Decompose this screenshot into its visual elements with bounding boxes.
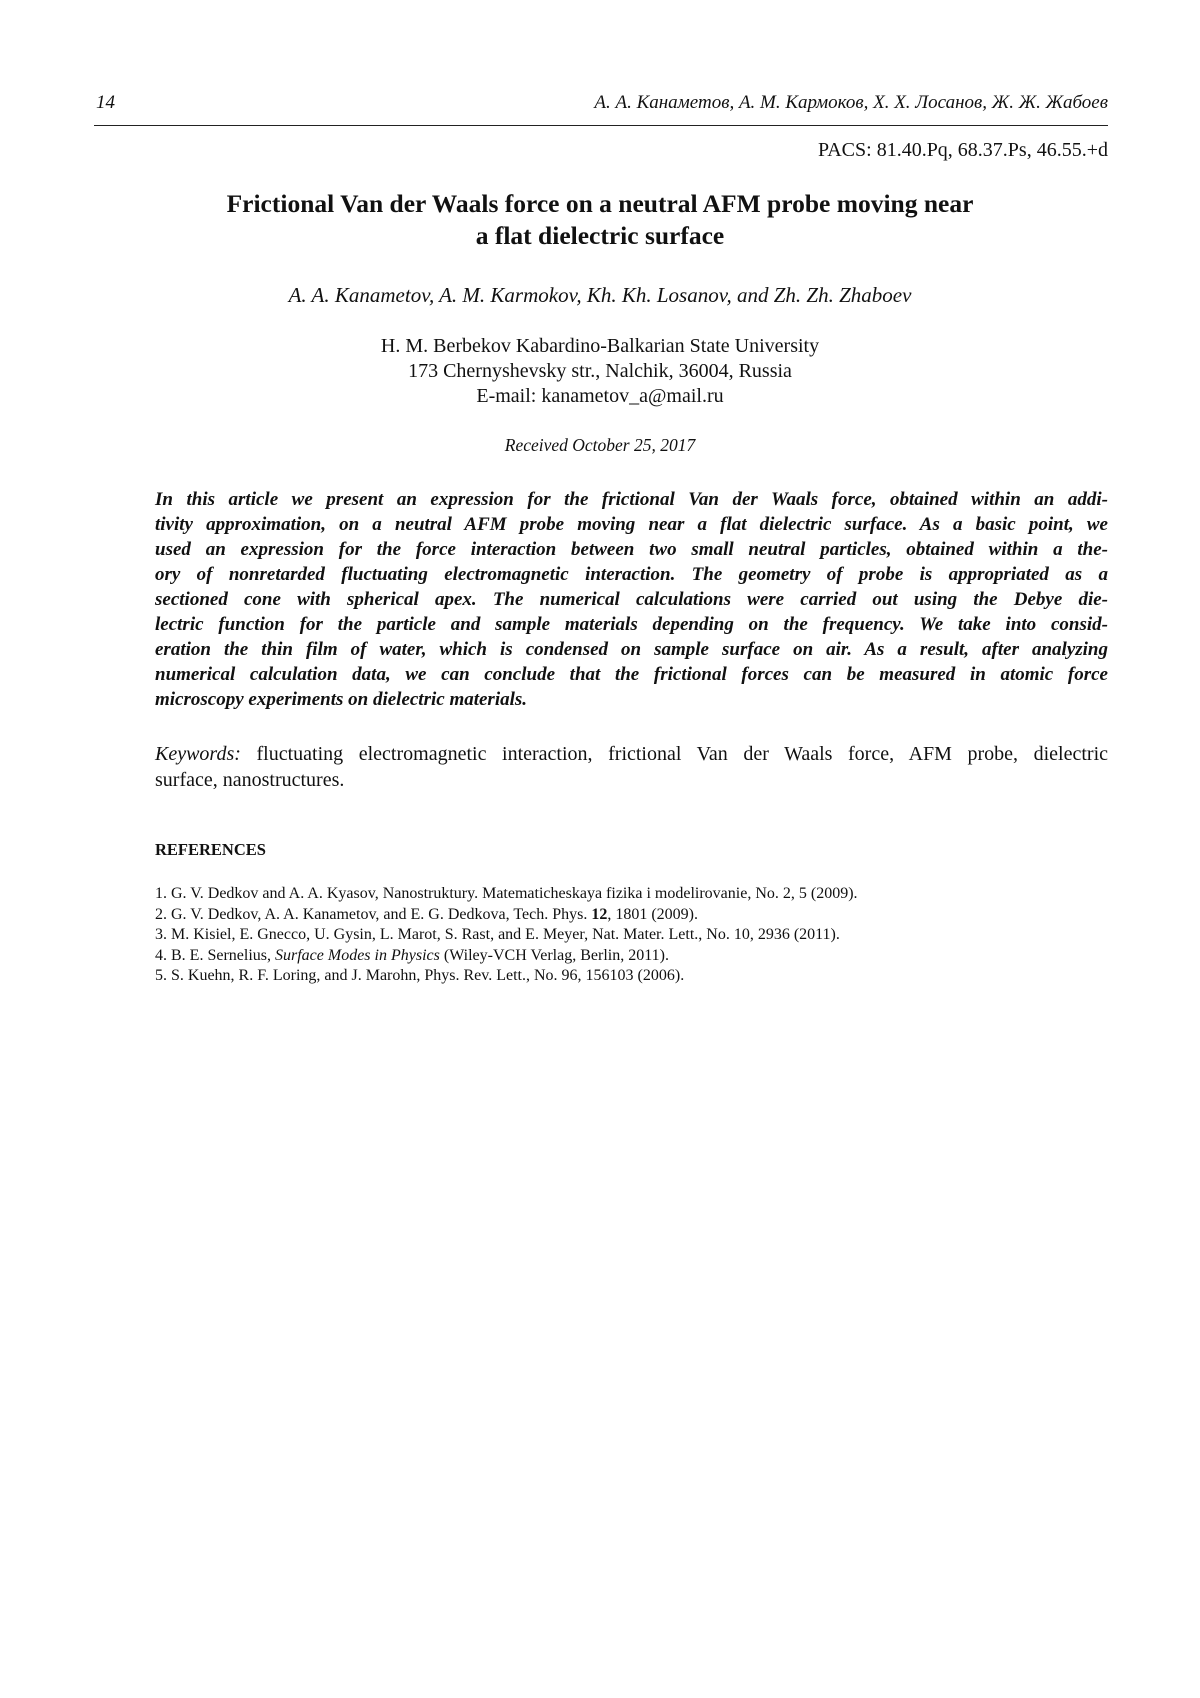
references-heading: REFERENCES — [155, 840, 266, 859]
affiliation-university: H. M. Berbekov Kabardino-Balkarian State University — [380, 335, 820, 357]
keywords-line-2: surface, nanostructures. — [155, 769, 345, 791]
abstract-line: In this article we present an expression for the frictional Van der Waals force, obtained within an addi- — [155, 489, 1108, 510]
abstract-line: sectioned cone with spherical apex. The numerical calculations were carried out using the Debye die- — [155, 589, 1108, 610]
article-title — [150, 188, 1050, 252]
abstract-line: numerical calculation data, we can conclude that the frictional forces can be measured in atomic force — [155, 664, 1108, 685]
affiliation-address: 173 Chernyshevsky str., Nalchik, 36004, Russia — [408, 360, 792, 382]
reference-text: 2. G. V. Dedkov, A. A. Kanametov, and E. G. Dedkova, Tech. Phys. — [155, 905, 592, 923]
received-date: Received October 25, 2017 — [504, 435, 696, 455]
reference-list — [155, 884, 1108, 987]
reference-book-title: Surface Modes in Physics — [275, 946, 440, 964]
title-line-2: a flat dielectric surface — [475, 221, 725, 250]
abstract — [155, 487, 1108, 712]
abstract-line: eration the thin film of water, which is condensed on sample surface on air. As a result, after analyzing — [155, 639, 1108, 660]
reference-text: 4. B. E. Sernelius, — [155, 946, 275, 964]
reference-item: 5. S. Kuehn, R. F. Loring, and J. Marohn, Phys. Rev. Lett., No. 96, 156103 (2006). — [155, 967, 685, 984]
affiliation — [150, 334, 1050, 409]
keywords-text-1: fluctuating electromagnetic interaction, frictional Van der Waals force, AFM probe, dielectric — [256, 743, 1109, 765]
abstract-line: used an expression for the force interaction between two small neutral particles, obtained within a the- — [155, 539, 1108, 560]
running-header — [96, 92, 1108, 122]
reference-text: (Wiley-VCH Verlag, Berlin, 2011). — [439, 946, 669, 964]
affiliation-email: E-mail: kanametov_a@mail.ru — [476, 385, 724, 407]
keywords-label: Keywords: — [155, 743, 241, 765]
reference-item — [155, 946, 1108, 967]
abstract-line: lectric function for the particle and sample materials depending on the frequency. We take into consid- — [155, 614, 1108, 635]
keywords-line-1 — [155, 741, 1108, 767]
reference-item: 3. M. Kisiel, E. Gnecco, U. Gysin, L. Marot, S. Rast, and E. Meyer, Nat. Mater. Lett., No. 10, 2936 (2011). — [155, 926, 840, 943]
keywords — [155, 741, 1108, 793]
reference-volume: 12 — [591, 905, 608, 923]
abstract-line: tivity approximation, on a neutral AFM probe moving near a flat dielectric surface. As a basic point, we — [155, 514, 1108, 535]
pacs-codes: PACS: 81.40.Pq, 68.37.Ps, 46.55.+d — [817, 139, 1108, 161]
reference-item — [155, 905, 1108, 926]
page-number: 14 — [96, 92, 115, 113]
reference-item: 1. G. V. Dedkov and A. A. Kyasov, Nanostruktury. Matematicheskaya fizika i modelirovanie, No. 2, 5 (2009). — [155, 885, 858, 902]
abstract-line: ory of nonretarded fluctuating electromagnetic interaction. The geometry of probe is appropriated as a — [155, 564, 1108, 585]
running-header-authors: А. А. Канаметов, А. М. Кармоков, Х. Х. Лосанов, Ж. Ж. Жабоев — [594, 92, 1108, 113]
abstract-line: microscopy experiments on dielectric materials. — [155, 689, 528, 710]
reference-text: , 1801 (2009). — [607, 905, 698, 923]
header-divider — [94, 125, 1108, 126]
title-line-1: Frictional Van der Waals force on a neutral AFM probe moving near — [226, 189, 974, 218]
author-list: A. A. Kanametov, A. M. Karmokov, Kh. Kh. Losanov, and Zh. Zh. Zhaboev — [288, 283, 912, 307]
